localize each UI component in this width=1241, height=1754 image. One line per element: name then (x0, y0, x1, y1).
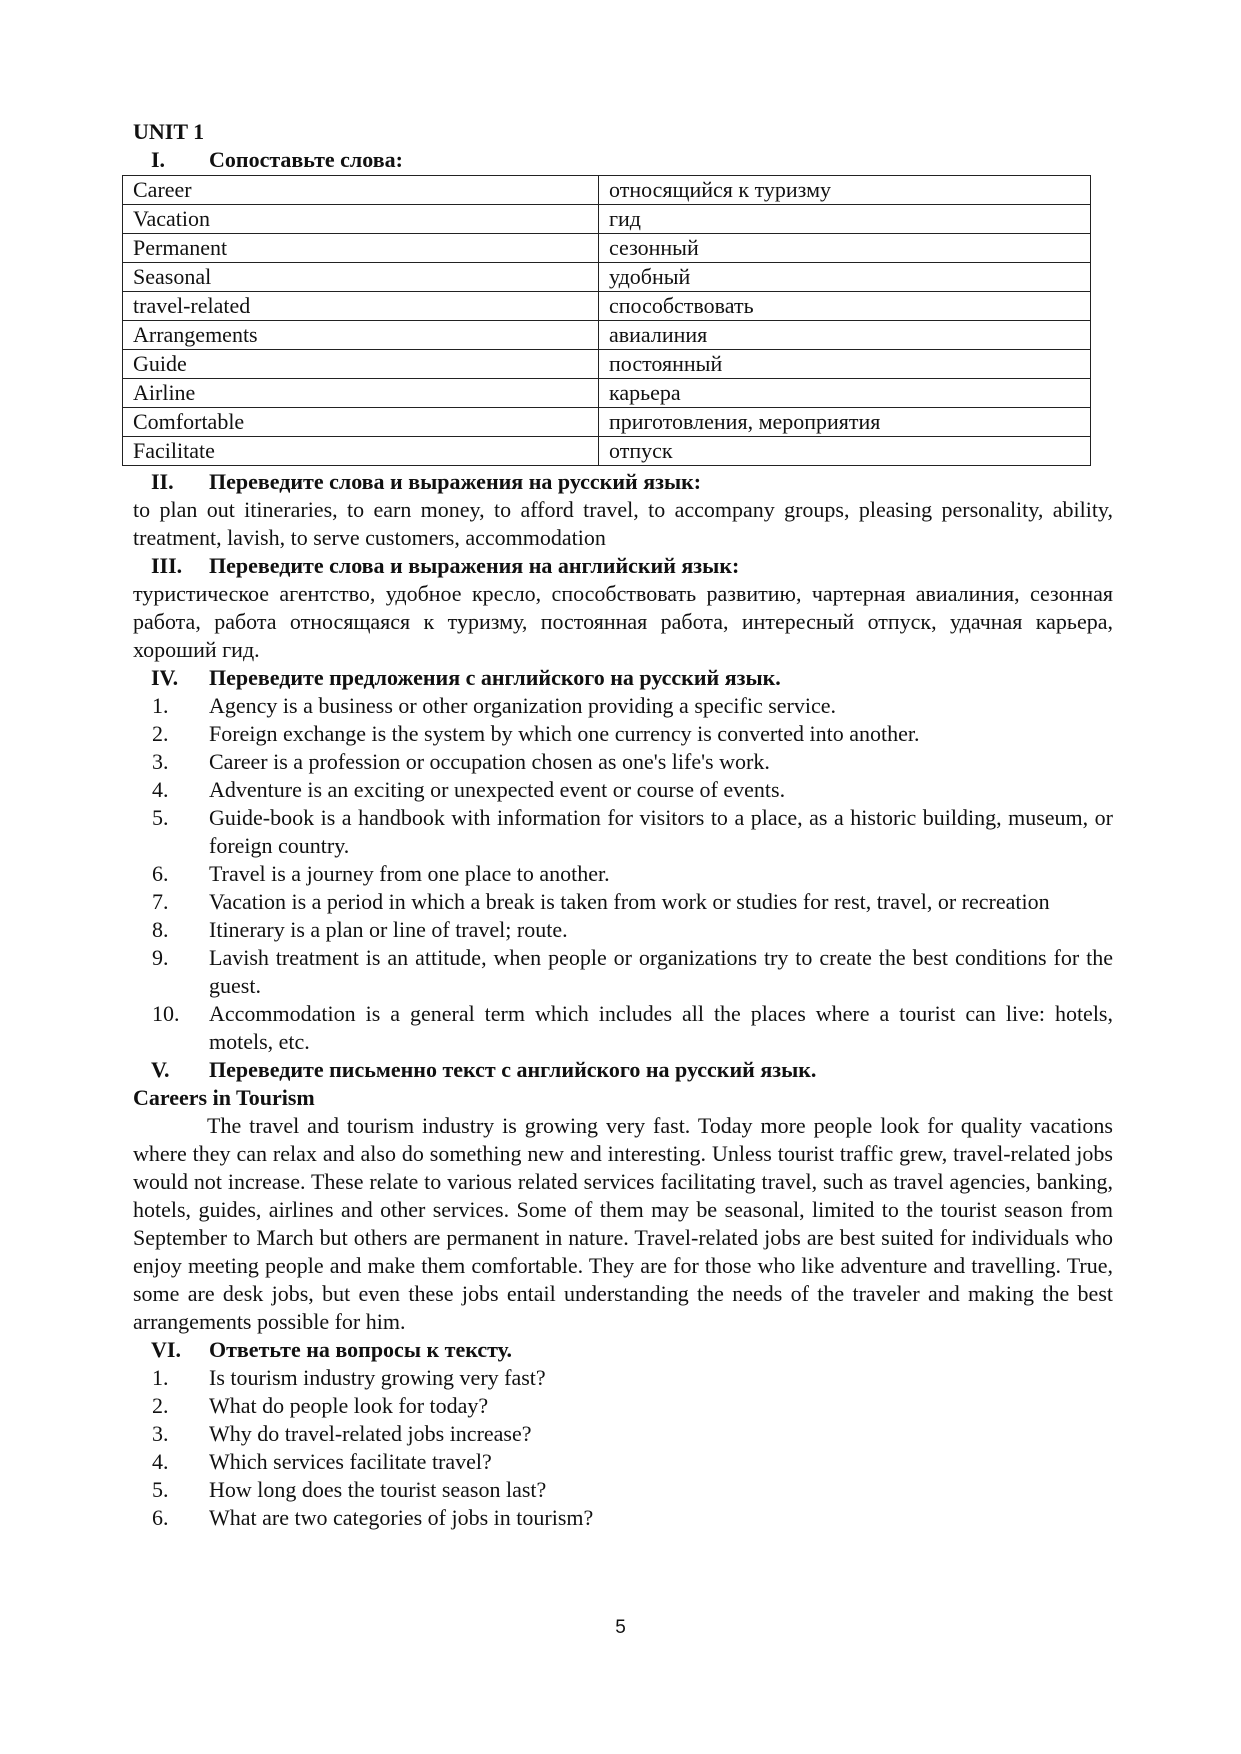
russian-word-cell: карьера (599, 379, 1091, 408)
sentence-list (133, 692, 1113, 1056)
list-item (133, 944, 1113, 1000)
text-title: Careers in Tourism (133, 1085, 315, 1110)
list-item (133, 804, 1113, 860)
item-text: Why do travel-related jobs increase? (209, 1421, 532, 1446)
russian-word-cell: постоянный (599, 350, 1091, 379)
list-item (133, 1448, 1113, 1476)
section-number: I. (151, 147, 166, 172)
russian-word-cell: приготовления, мероприятия (599, 408, 1091, 437)
item-text: What are two categories of jobs in tourism? (209, 1505, 594, 1530)
item-text: Foreign exchange is the system by which one currency is converted into another. (209, 721, 920, 746)
english-word-cell: Permanent (123, 234, 599, 263)
list-item (133, 748, 1113, 776)
section-title: Переведите слова и выражения на русский язык: (209, 469, 702, 494)
section-title: Переведите предложения с английского на русский язык. (209, 665, 781, 690)
english-word-cell: Guide (123, 350, 599, 379)
section-title: Переведите слова и выражения на английский язык: (209, 553, 740, 578)
reading-text: The travel and tourism industry is growing very fast. Today more people look for quality vacations where they can relax and also do something new and interesting. Unless tourist traffic grew, travel-related jobs would not increase. These relate to various related services facilitating travel, such as travel agencies, banking, hotels, guides, airlines and other services. Some of them may be seasonal, limited to the tourist season from September to March but others are permanent in nature. Travel-related jobs are best suited for individuals who enjoy meeting people and make them comfortable. They are for those who like adventure and travelling. True, some are desk jobs, but even these jobs entail understanding the needs of the traveler and making the best arrangements possible for him. (133, 1113, 1113, 1334)
table-row (123, 263, 1091, 292)
table-row (123, 292, 1091, 321)
table-row (123, 379, 1091, 408)
list-item (133, 1476, 1113, 1504)
item-number: 6. (152, 861, 169, 886)
item-number: 6. (152, 1505, 169, 1530)
item-number: 5. (152, 1477, 169, 1502)
russian-word-cell: относящийся к туризму (599, 176, 1091, 205)
item-number: 1. (152, 693, 169, 718)
match-table (122, 175, 1091, 466)
list-item (133, 1364, 1113, 1392)
russian-word-cell: способствовать (599, 292, 1091, 321)
item-number: 2. (152, 721, 169, 746)
item-text: Career is a profession or occupation chosen as one's life's work. (209, 749, 770, 774)
item-number: 3. (152, 749, 169, 774)
item-number: 10. (152, 1001, 180, 1026)
list-item (133, 1000, 1113, 1056)
list-item (133, 1504, 1113, 1532)
english-word-cell: Vacation (123, 205, 599, 234)
item-text: Vacation is a period in which a break is taken from work or studies for rest, travel, or recreation (209, 889, 1050, 914)
english-word-cell: Facilitate (123, 437, 599, 466)
table-row (123, 350, 1091, 379)
section-number: III. (151, 553, 183, 578)
page-number: 5 (615, 1617, 626, 1638)
item-number: 7. (152, 889, 169, 914)
item-text: Accommodation is a general term which includes all the places where a tourist can live: hotels, motels, etc. (209, 1001, 1113, 1054)
list-item (133, 1392, 1113, 1420)
section-number: IV. (151, 665, 179, 690)
document-page (133, 118, 1113, 1532)
item-text: Guide-book is a handbook with information for visitors to a place, as a historic building, museum, or foreign country. (209, 805, 1113, 858)
item-text: Itinerary is a plan or line of travel; route. (209, 917, 568, 942)
russian-word-cell: удобный (599, 263, 1091, 292)
list-item (133, 860, 1113, 888)
table-row (123, 321, 1091, 350)
list-item (133, 692, 1113, 720)
list-item (133, 720, 1113, 748)
section-heading (133, 1056, 1113, 1084)
item-number: 8. (152, 917, 169, 942)
list-item (133, 916, 1113, 944)
section-text: to plan out itineraries, to earn money, to afford travel, to accompany groups, pleasing personality, ability, treatment, lavish, to serve customers, accommodation (133, 497, 1113, 550)
item-number: 3. (152, 1421, 169, 1446)
section-number: VI. (151, 1337, 181, 1362)
section-number: II. (151, 469, 174, 494)
section-heading (133, 664, 1113, 692)
section-heading (133, 1336, 1113, 1364)
list-item (133, 888, 1113, 916)
section-heading (133, 552, 1113, 580)
section-title: Ответьте на вопросы к тексту. (209, 1337, 512, 1362)
item-text: Is tourism industry growing very fast? (209, 1365, 546, 1390)
list-item (133, 776, 1113, 804)
english-word-cell: Seasonal (123, 263, 599, 292)
item-text: Adventure is an exciting or unexpected event or course of events. (209, 777, 786, 802)
item-number: 4. (152, 1449, 169, 1474)
section-title: Сопоставьте слова: (209, 147, 403, 172)
question-list (133, 1364, 1113, 1532)
item-number: 2. (152, 1393, 169, 1418)
table-row (123, 408, 1091, 437)
item-text: How long does the tourist season last? (209, 1477, 547, 1502)
table-row (123, 234, 1091, 263)
section-heading (133, 146, 1113, 174)
russian-word-cell: гид (599, 205, 1091, 234)
english-word-cell: Arrangements (123, 321, 599, 350)
russian-word-cell: сезонный (599, 234, 1091, 263)
section-title: Переведите письменно текст с английского на русский язык. (209, 1057, 817, 1082)
russian-word-cell: отпуск (599, 437, 1091, 466)
item-text: What do people look for today? (209, 1393, 489, 1418)
item-text: Agency is a business or other organization providing a specific service. (209, 693, 837, 718)
english-word-cell: Airline (123, 379, 599, 408)
item-text: Travel is a journey from one place to another. (209, 861, 610, 886)
english-word-cell: travel-related (123, 292, 599, 321)
table-row (123, 205, 1091, 234)
table-row (123, 437, 1091, 466)
english-word-cell: Comfortable (123, 408, 599, 437)
item-number: 1. (152, 1365, 169, 1390)
item-text: Which services facilitate travel? (209, 1449, 492, 1474)
item-number: 5. (152, 805, 169, 830)
english-word-cell: Career (123, 176, 599, 205)
section-heading (133, 468, 1113, 496)
list-item (133, 1420, 1113, 1448)
table-row (123, 176, 1091, 205)
section-text: туристическое агентство, удобное кресло, способствовать развитию, чартерная авиалиния, сезонная работа, работа относящаяся к туризму, постоянная работа, интересный отпуск, удачная карьера, хороший гид. (133, 581, 1113, 662)
item-text: Lavish treatment is an attitude, when people or organizations try to create the best conditions for the guest. (209, 945, 1113, 998)
item-number: 4. (152, 777, 169, 802)
section-number: V. (151, 1057, 170, 1082)
russian-word-cell: авиалиния (599, 321, 1091, 350)
unit-title: UNIT 1 (133, 119, 205, 144)
item-number: 9. (152, 945, 169, 970)
